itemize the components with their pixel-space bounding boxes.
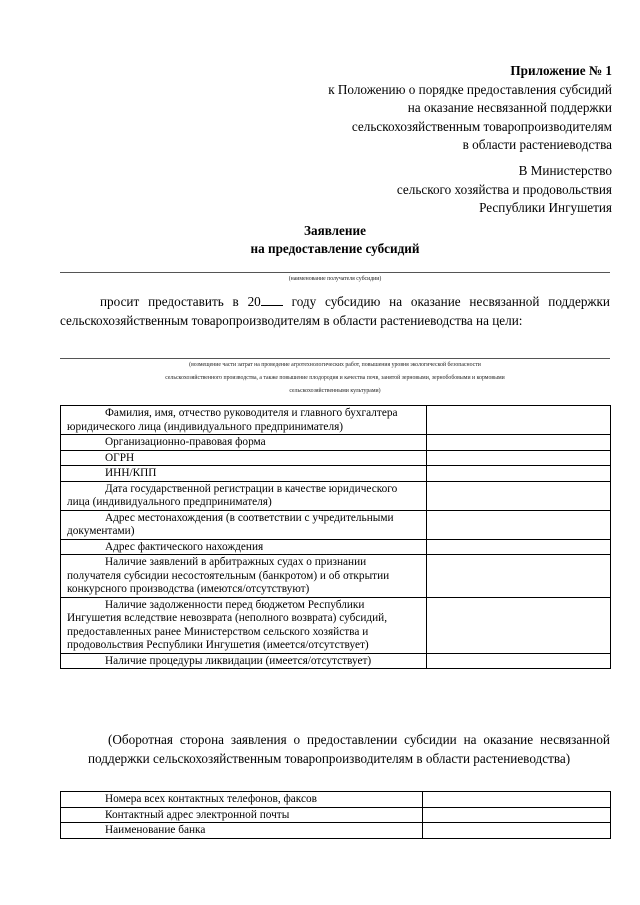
field-label bbox=[61, 510, 427, 539]
table-row bbox=[61, 807, 611, 823]
field-label-text: ИНН/КПП bbox=[105, 467, 157, 479]
table-row bbox=[61, 539, 611, 555]
field-label-text: Наличие задолженности перед бюджетом Республики Ингушетия вследствие невозврата (неполного возврата) субсидий, предоставленных ранее Министерством сельского хозяйства и продовольствия Республики Ингушетия (имеется/отсутствует) bbox=[67, 598, 388, 651]
field-label bbox=[61, 555, 427, 598]
addressee-line: Республики Ингушетия bbox=[479, 200, 612, 215]
field-label-text: Дата государственной регистрации в качестве юридического лица (индивидуального предпринимателя) bbox=[67, 482, 398, 508]
field-label bbox=[61, 450, 427, 466]
field-value-cell[interactable] bbox=[427, 555, 611, 598]
field-value-cell[interactable] bbox=[427, 450, 611, 466]
field-label-text: Наличие процедуры ликвидации (имеется/отсутствует) bbox=[105, 654, 372, 667]
document-title-line1: Заявление bbox=[304, 223, 366, 238]
request-text-part2: году субсидию на оказание несвязанной поддержки сельскохозяйственным товаропроизводителям в области растениеводства на цели: bbox=[60, 294, 610, 328]
purpose-caption-line: сельскохозяйственного производства, а также повышение плодородия и качества почв, занятой зерновыми, зернобобовыми и кормовыми bbox=[165, 375, 505, 381]
field-label-text: Адрес местонахождения (в соответствии с учредительными документами) bbox=[67, 511, 394, 537]
field-label bbox=[61, 406, 427, 435]
addressee-block bbox=[192, 162, 612, 218]
field-value-cell[interactable] bbox=[427, 653, 611, 669]
annex-line: в области растениеводства bbox=[462, 137, 612, 152]
field-label-text: Фамилия, имя, отчество руководителя и главного бухгалтера юридического лица (индивидуального предпринимателя) bbox=[67, 407, 398, 433]
field-value-cell[interactable] bbox=[427, 481, 611, 510]
annex-line: к Положению о порядке предоставления субсидий bbox=[328, 81, 612, 97]
annex-line: сельскохозяйственным товаропроизводителям bbox=[351, 118, 612, 134]
field-label bbox=[61, 653, 427, 669]
document-title-line2: на предоставление субсидий bbox=[250, 241, 420, 256]
field-label bbox=[61, 597, 427, 653]
reverse-side-text: (Оборотная сторона заявления о предоставлении субсидии на оказание несвязанной поддержки сельскохозяйственным товаропроизводителям в области растениеводства) bbox=[88, 732, 610, 766]
table-row bbox=[61, 510, 611, 539]
table-row bbox=[61, 466, 611, 482]
table-row bbox=[61, 823, 611, 839]
field-label bbox=[61, 807, 423, 823]
field-label-text: Номера всех контактных телефонов, факсов bbox=[105, 793, 318, 805]
field-label bbox=[61, 481, 427, 510]
field-label bbox=[61, 435, 427, 451]
table-row bbox=[61, 435, 611, 451]
field-label-text: Организационно-правовая форма bbox=[105, 436, 266, 448]
recipient-caption: (наименование получателя субсидии) bbox=[288, 276, 382, 282]
field-label-text: Контактный адрес электронной почты bbox=[105, 808, 290, 821]
document-title bbox=[60, 222, 610, 258]
field-value-cell[interactable] bbox=[423, 792, 611, 808]
purpose-caption bbox=[60, 359, 610, 398]
contact-info-table bbox=[60, 791, 611, 839]
table-row bbox=[61, 481, 611, 510]
field-value-cell[interactable] bbox=[427, 406, 611, 435]
field-label-text: ОГРН bbox=[105, 451, 135, 464]
field-label bbox=[61, 466, 427, 482]
request-text-part1: просит предоставить в 20 bbox=[100, 294, 261, 309]
field-label bbox=[61, 792, 423, 808]
field-value-cell[interactable] bbox=[423, 807, 611, 823]
table-row bbox=[61, 597, 611, 653]
field-label bbox=[61, 539, 427, 555]
annex-header bbox=[192, 62, 612, 155]
addressee-line: В Министерство bbox=[518, 163, 612, 178]
annex-line: на оказание несвязанной поддержки bbox=[407, 100, 612, 115]
table-row bbox=[61, 792, 611, 808]
field-value-cell[interactable] bbox=[427, 510, 611, 539]
annex-title: Приложение № 1 bbox=[510, 63, 612, 78]
purpose-caption-line: (возмещение части затрат на проведение агротехнологических работ, повышения уровня экологической безопасности bbox=[189, 362, 481, 368]
table-row bbox=[61, 555, 611, 598]
field-value-cell[interactable] bbox=[427, 466, 611, 482]
table-row bbox=[61, 653, 611, 669]
field-value-cell[interactable] bbox=[427, 539, 611, 555]
field-value-cell[interactable] bbox=[423, 823, 611, 839]
field-value-cell[interactable] bbox=[427, 597, 611, 653]
table-row bbox=[61, 406, 611, 435]
reverse-side-note bbox=[88, 731, 610, 768]
table-row bbox=[61, 450, 611, 466]
year-blank bbox=[261, 293, 283, 306]
field-value-cell[interactable] bbox=[427, 435, 611, 451]
field-label bbox=[61, 823, 423, 839]
addressee-line: сельского хозяйства и продовольствия bbox=[396, 181, 612, 197]
field-label-text: Наличие заявлений в арбитражных судах о признании получателя субсидии несостоятельным (банкротом) и об открытии конкурсного производства (имеются/отсутствуют) bbox=[67, 556, 390, 595]
field-label-text: Адрес фактического нахождения bbox=[105, 540, 264, 553]
purpose-caption-line: сельскохозяйственными культурами) bbox=[289, 388, 381, 394]
applicant-info-table bbox=[60, 405, 611, 669]
field-label-text: Наименование банка bbox=[105, 824, 206, 836]
request-paragraph bbox=[60, 293, 610, 330]
